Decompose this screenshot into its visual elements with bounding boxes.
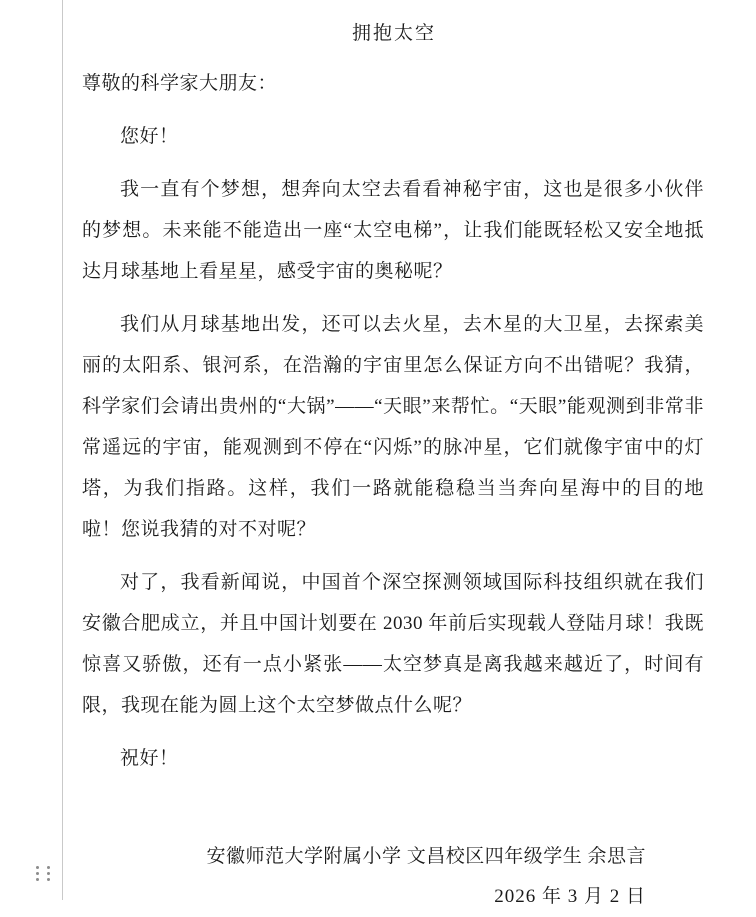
document-body [0, 45, 756, 917]
salutation: 尊敬的科学家大朋友： [82, 73, 278, 94]
closing: 祝好！ [120, 748, 179, 769]
page-title: 拥抱太空 [351, 23, 436, 44]
drag-handle-dots-icon[interactable] [36, 866, 58, 882]
margin-rule [62, 0, 63, 900]
greeting: 您好！ [120, 126, 179, 147]
spacer [82, 785, 704, 837]
date-line: 2026 年 3 月 2 日 [494, 886, 646, 907]
paragraph-2: 我们从月球基地出发，还可以去火星，去木星的大卫星，去探索美丽的太阳系、银河系，在浩瀚的宇宙里怎么保证方向不出错呢？我猜，科学家们会请出贵州的“大锅”——“天眼”来帮忙。“天眼”能观测到非常非常遥远的宇宙，能观测到不停在“闪烁”的脉冲星，它们就像宇宙中的灯塔，为我们指路。这样，我们一路就能稳稳当当奔向星海中的目的地啦！您说我猜的对不对呢？ [82, 314, 704, 540]
paragraph-3: 对了，我看新闻说，中国首个深空探测领域国际科技组织就在我们安徽合肥成立，并且中国计划要在 2030 年前后实现载人登陆月球！我既惊喜又骄傲，还有一点小紧张——太空梦真是离我越来越近了，时间有限，我现在能为圆上这个太空梦做点什么呢？ [82, 572, 704, 716]
signature-line: 安徽师范大学附属小学 文昌校区四年级学生 余思言 [206, 846, 646, 867]
paragraph-1: 我一直有个梦想，想奔向太空去看看神秘宇宙，这也是很多小伙伴的梦想。未来能不能造出一座“太空电梯”，让我们能既轻松又安全地抵达月球基地上看星星，感受宇宙的奥秘呢？ [82, 179, 704, 282]
